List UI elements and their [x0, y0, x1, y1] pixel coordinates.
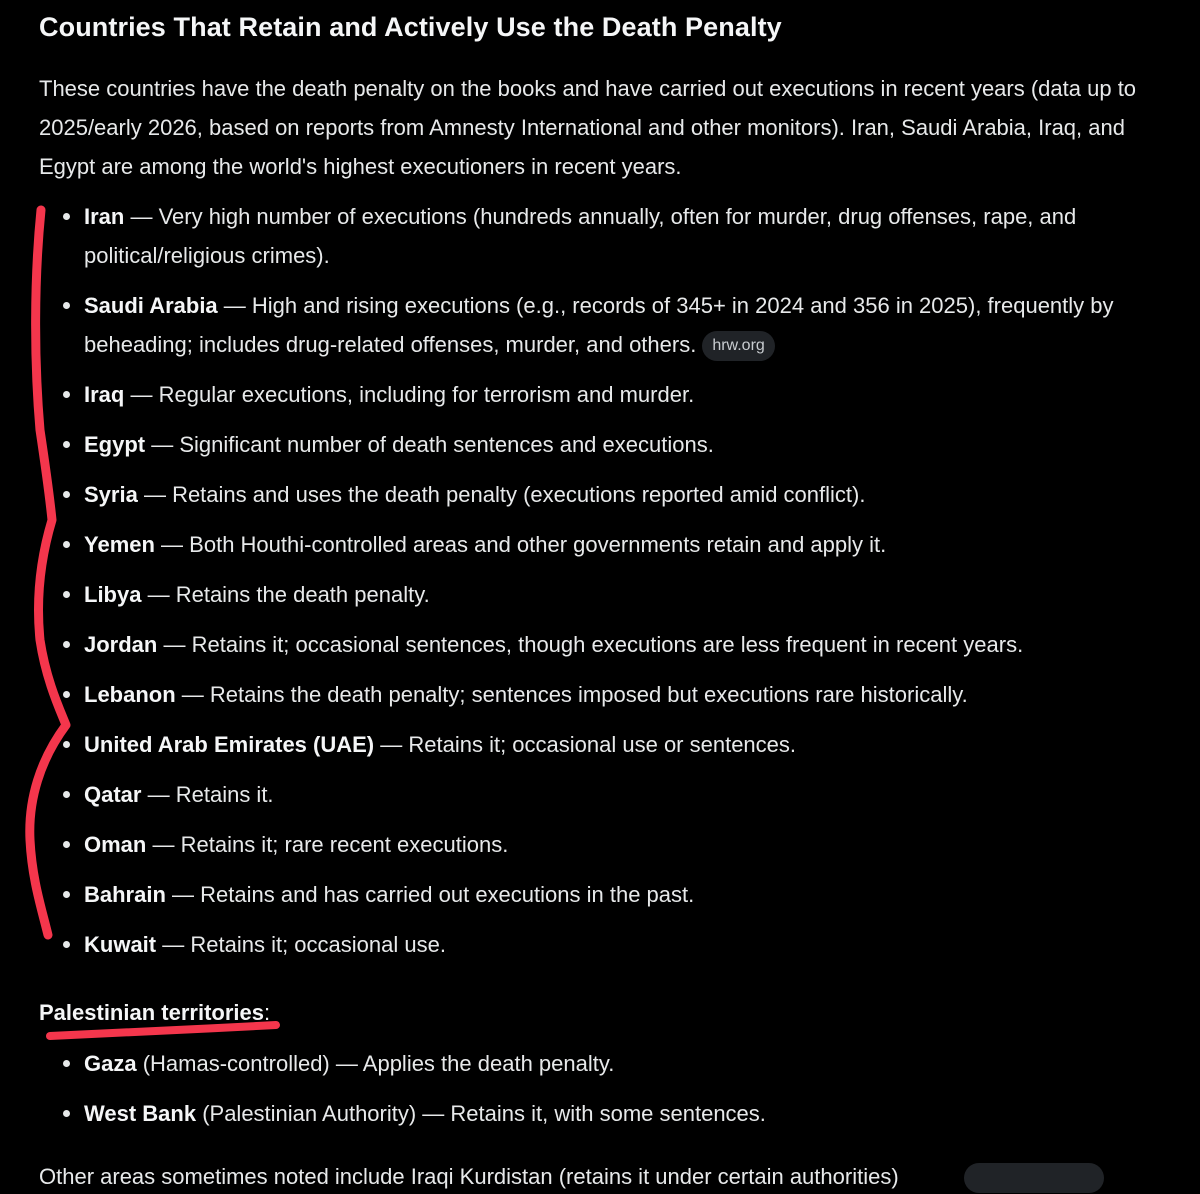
- territory-name: Gaza: [84, 1051, 137, 1076]
- palestinian-territories-heading: [39, 996, 270, 1030]
- country-description: Both Houthi-controlled areas and other governments retain and apply it.: [189, 532, 887, 557]
- dash: —: [145, 432, 180, 457]
- country-name: United Arab Emirates (UAE): [84, 732, 375, 757]
- dash: —: [141, 782, 176, 807]
- dash: —: [154, 532, 190, 557]
- heading-label: Palestinian territories: [39, 1000, 264, 1025]
- country-description: High and rising executions (e.g., records of 345+ in 2024 and 356 in 2025), frequently by beheading; includes drug-related offenses, murder, and others.: [84, 293, 1114, 357]
- list-item: [39, 775, 1149, 814]
- territories-list: [39, 1044, 1149, 1144]
- country-name: Bahrain: [84, 882, 166, 907]
- territory-name: West Bank: [84, 1101, 197, 1126]
- territory-qualifier: (Hamas-controlled): [136, 1051, 330, 1076]
- list-item: [39, 425, 1149, 464]
- list-item: [39, 825, 1149, 864]
- country-name: Yemen: [84, 532, 155, 557]
- source-chip-cutoff[interactable]: [964, 1163, 1104, 1193]
- list-item: [39, 625, 1149, 664]
- dash: —: [416, 1101, 451, 1126]
- list-item: [39, 1094, 1149, 1133]
- list-item: [39, 575, 1149, 614]
- country-description: Retains the death penalty; sentences imposed but executions rare historically.: [209, 682, 968, 707]
- intro-paragraph: These countries have the death penalty on the books and have carried out executions in recent years (data up to 2025/early 2026, based on reports from Amnesty International and other monitors). Iran, Saudi Arabia, Iraq, and Egypt are among the world's highest executioners in recent years.: [39, 76, 1137, 179]
- country-description: Retains and uses the death penalty (executions reported amid conflict).: [172, 482, 866, 507]
- list-item: [39, 925, 1149, 964]
- territory-qualifier: (Palestinian Authority): [196, 1101, 417, 1126]
- heading-colon: :: [263, 1000, 271, 1025]
- cutoff-paragraph: Other areas sometimes noted include Iraqi Kurdistan (retains it under certain authorities): [39, 1164, 899, 1189]
- country-description: Significant number of death sentences and executions.: [179, 432, 714, 457]
- list-item: [39, 1044, 1149, 1083]
- dash: —: [124, 204, 159, 229]
- country-description: Retains it; occasional use or sentences.: [408, 732, 797, 757]
- dash: —: [146, 832, 181, 857]
- list-item: [39, 475, 1149, 514]
- country-name: Kuwait: [84, 932, 157, 957]
- dash: —: [374, 732, 409, 757]
- dash: —: [329, 1051, 363, 1076]
- dash: —: [165, 882, 201, 907]
- list-item: [39, 375, 1149, 414]
- country-description: Retains it; rare recent executions.: [180, 832, 509, 857]
- countries-list: [39, 197, 1149, 975]
- source-chip-hrw[interactable]: hrw.org: [702, 331, 774, 361]
- country-name: Lebanon: [84, 682, 176, 707]
- country-name: Iraq: [84, 382, 125, 407]
- country-name: Libya: [84, 582, 142, 607]
- country-description: Regular executions, including for terrorism and murder.: [158, 382, 695, 407]
- country-name: Jordan: [84, 632, 158, 657]
- country-name: Qatar: [84, 782, 142, 807]
- country-description: Retains it.: [175, 782, 274, 807]
- country-description: Very high number of executions (hundreds annually, often for murder, drug offenses, rape, and political/religious crimes).: [84, 204, 1077, 268]
- country-name: Egypt: [84, 432, 146, 457]
- territory-description: Retains it, with some sentences.: [450, 1101, 766, 1126]
- list-item: [39, 286, 1149, 364]
- list-item: [39, 875, 1149, 914]
- territory-description: Applies the death penalty.: [362, 1051, 615, 1076]
- dash: —: [175, 682, 210, 707]
- dash: —: [141, 582, 176, 607]
- dash: —: [156, 932, 191, 957]
- section-title: Countries That Retain and Actively Use the Death Penalty: [39, 12, 782, 42]
- dash: —: [137, 482, 173, 507]
- dash: —: [217, 293, 252, 318]
- country-description: Retains it; occasional use.: [190, 932, 446, 957]
- list-item: [39, 725, 1149, 764]
- country-name: Syria: [84, 482, 138, 507]
- country-name: Oman: [84, 832, 147, 857]
- country-name: Saudi Arabia: [84, 293, 218, 318]
- country-description: Retains it; occasional sentences, though executions are less frequent in recent years.: [191, 632, 1024, 657]
- dash: —: [157, 632, 192, 657]
- country-description: Retains the death penalty.: [175, 582, 430, 607]
- list-item: [39, 525, 1149, 564]
- country-description: Retains and has carried out executions in the past.: [200, 882, 695, 907]
- list-item: [39, 197, 1149, 275]
- country-name: Iran: [84, 204, 125, 229]
- dash: —: [124, 382, 159, 407]
- list-item: [39, 675, 1149, 714]
